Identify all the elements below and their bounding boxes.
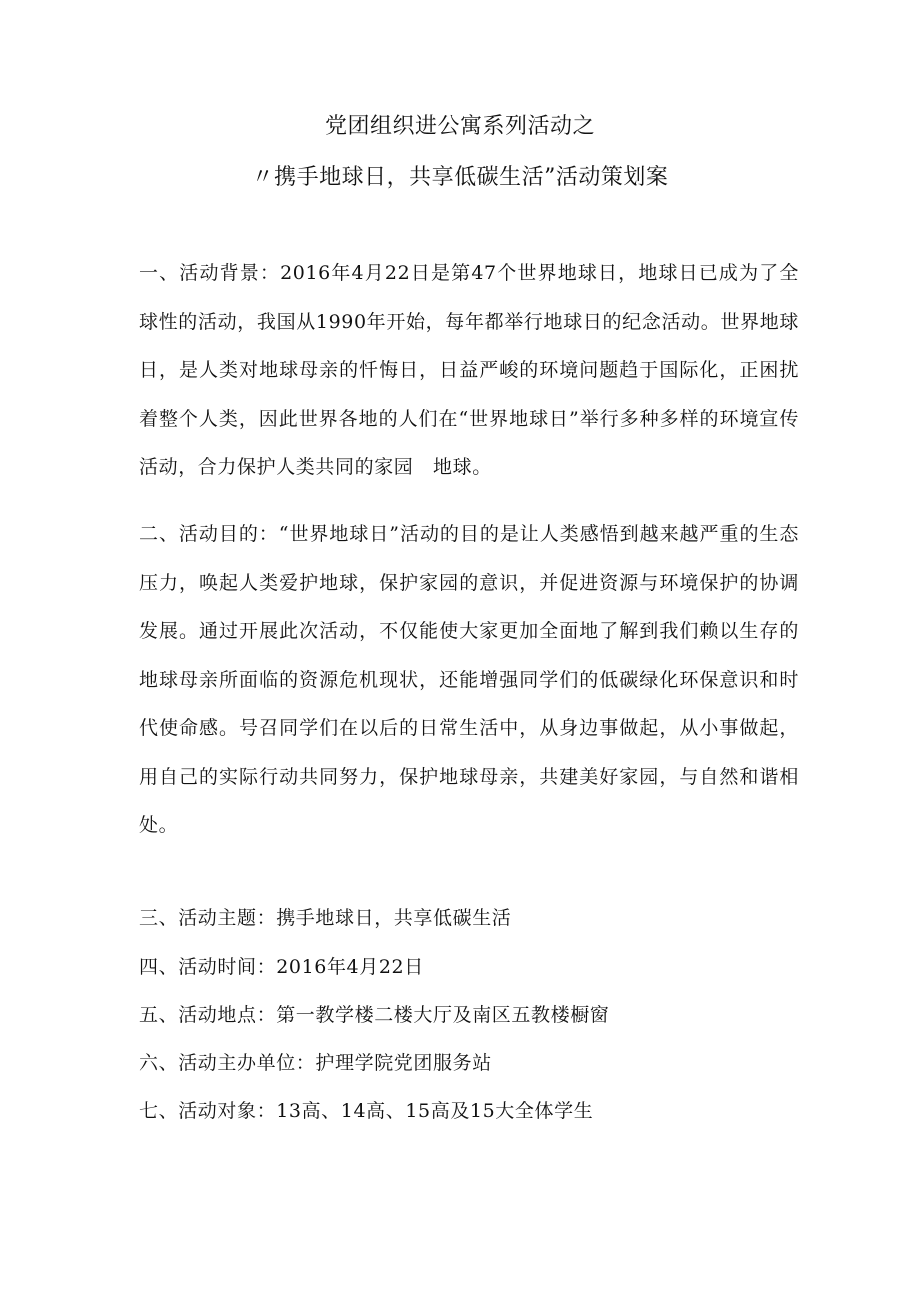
section-organizer: 六、活动主办单位：护理学院党团服务站 xyxy=(139,1052,492,1074)
section-audience: 七、活动对象：13高、14高、15高及15大全体学生 xyxy=(139,1100,594,1122)
section-purpose: 二、活动目的：“世界地球日”活动的目的是让人类感悟到越来越严重的生态压力，唤起人类爱护地球，保护家园的意识，并促进资源与环境保护的协调发展。通过开展此次活动，不仅能使大家更加全面地了解到我们赖以生存的地球母亲所面临的资源危机现状，还能增强同学们的低碳绿化环保意识和时代使命感。号召同学们在以后的日常生活中，从身边事做起，从小事做起，用自己的实际行动共同努力，保护地球母亲，共建美好家园，与自然和谐相处。 xyxy=(139,523,799,836)
section-location: 五、活动地点：第一教学楼二楼大厅及南区五教楼橱窗 xyxy=(139,1004,610,1026)
document-title-line-1: 党团组织进公寓系列活动之 xyxy=(324,114,595,139)
section-background: 一、活动背景：2016年4月22日是第47个世界地球日，地球日已成为了全球性的活动，我国从1990年开始，每年都举行地球日的纪念活动。世界地球日，是人类对地球母亲的忏悔日，日益严峻的环境问题趋于国际化，正困扰着整个人类，因此世界各地的人们在“世界地球日”举行多种多样的环境宣传活动，合力保护人类共同的家园 地球。 xyxy=(139,262,799,478)
section-time: 四、活动时间：2016年4月22日 xyxy=(139,956,424,978)
document-title-line-2: 〃携手地球日，共享低碳生活”活动策划案 xyxy=(251,165,669,190)
section-theme: 三、活动主题：携手地球日，共享低碳生活 xyxy=(139,907,512,929)
